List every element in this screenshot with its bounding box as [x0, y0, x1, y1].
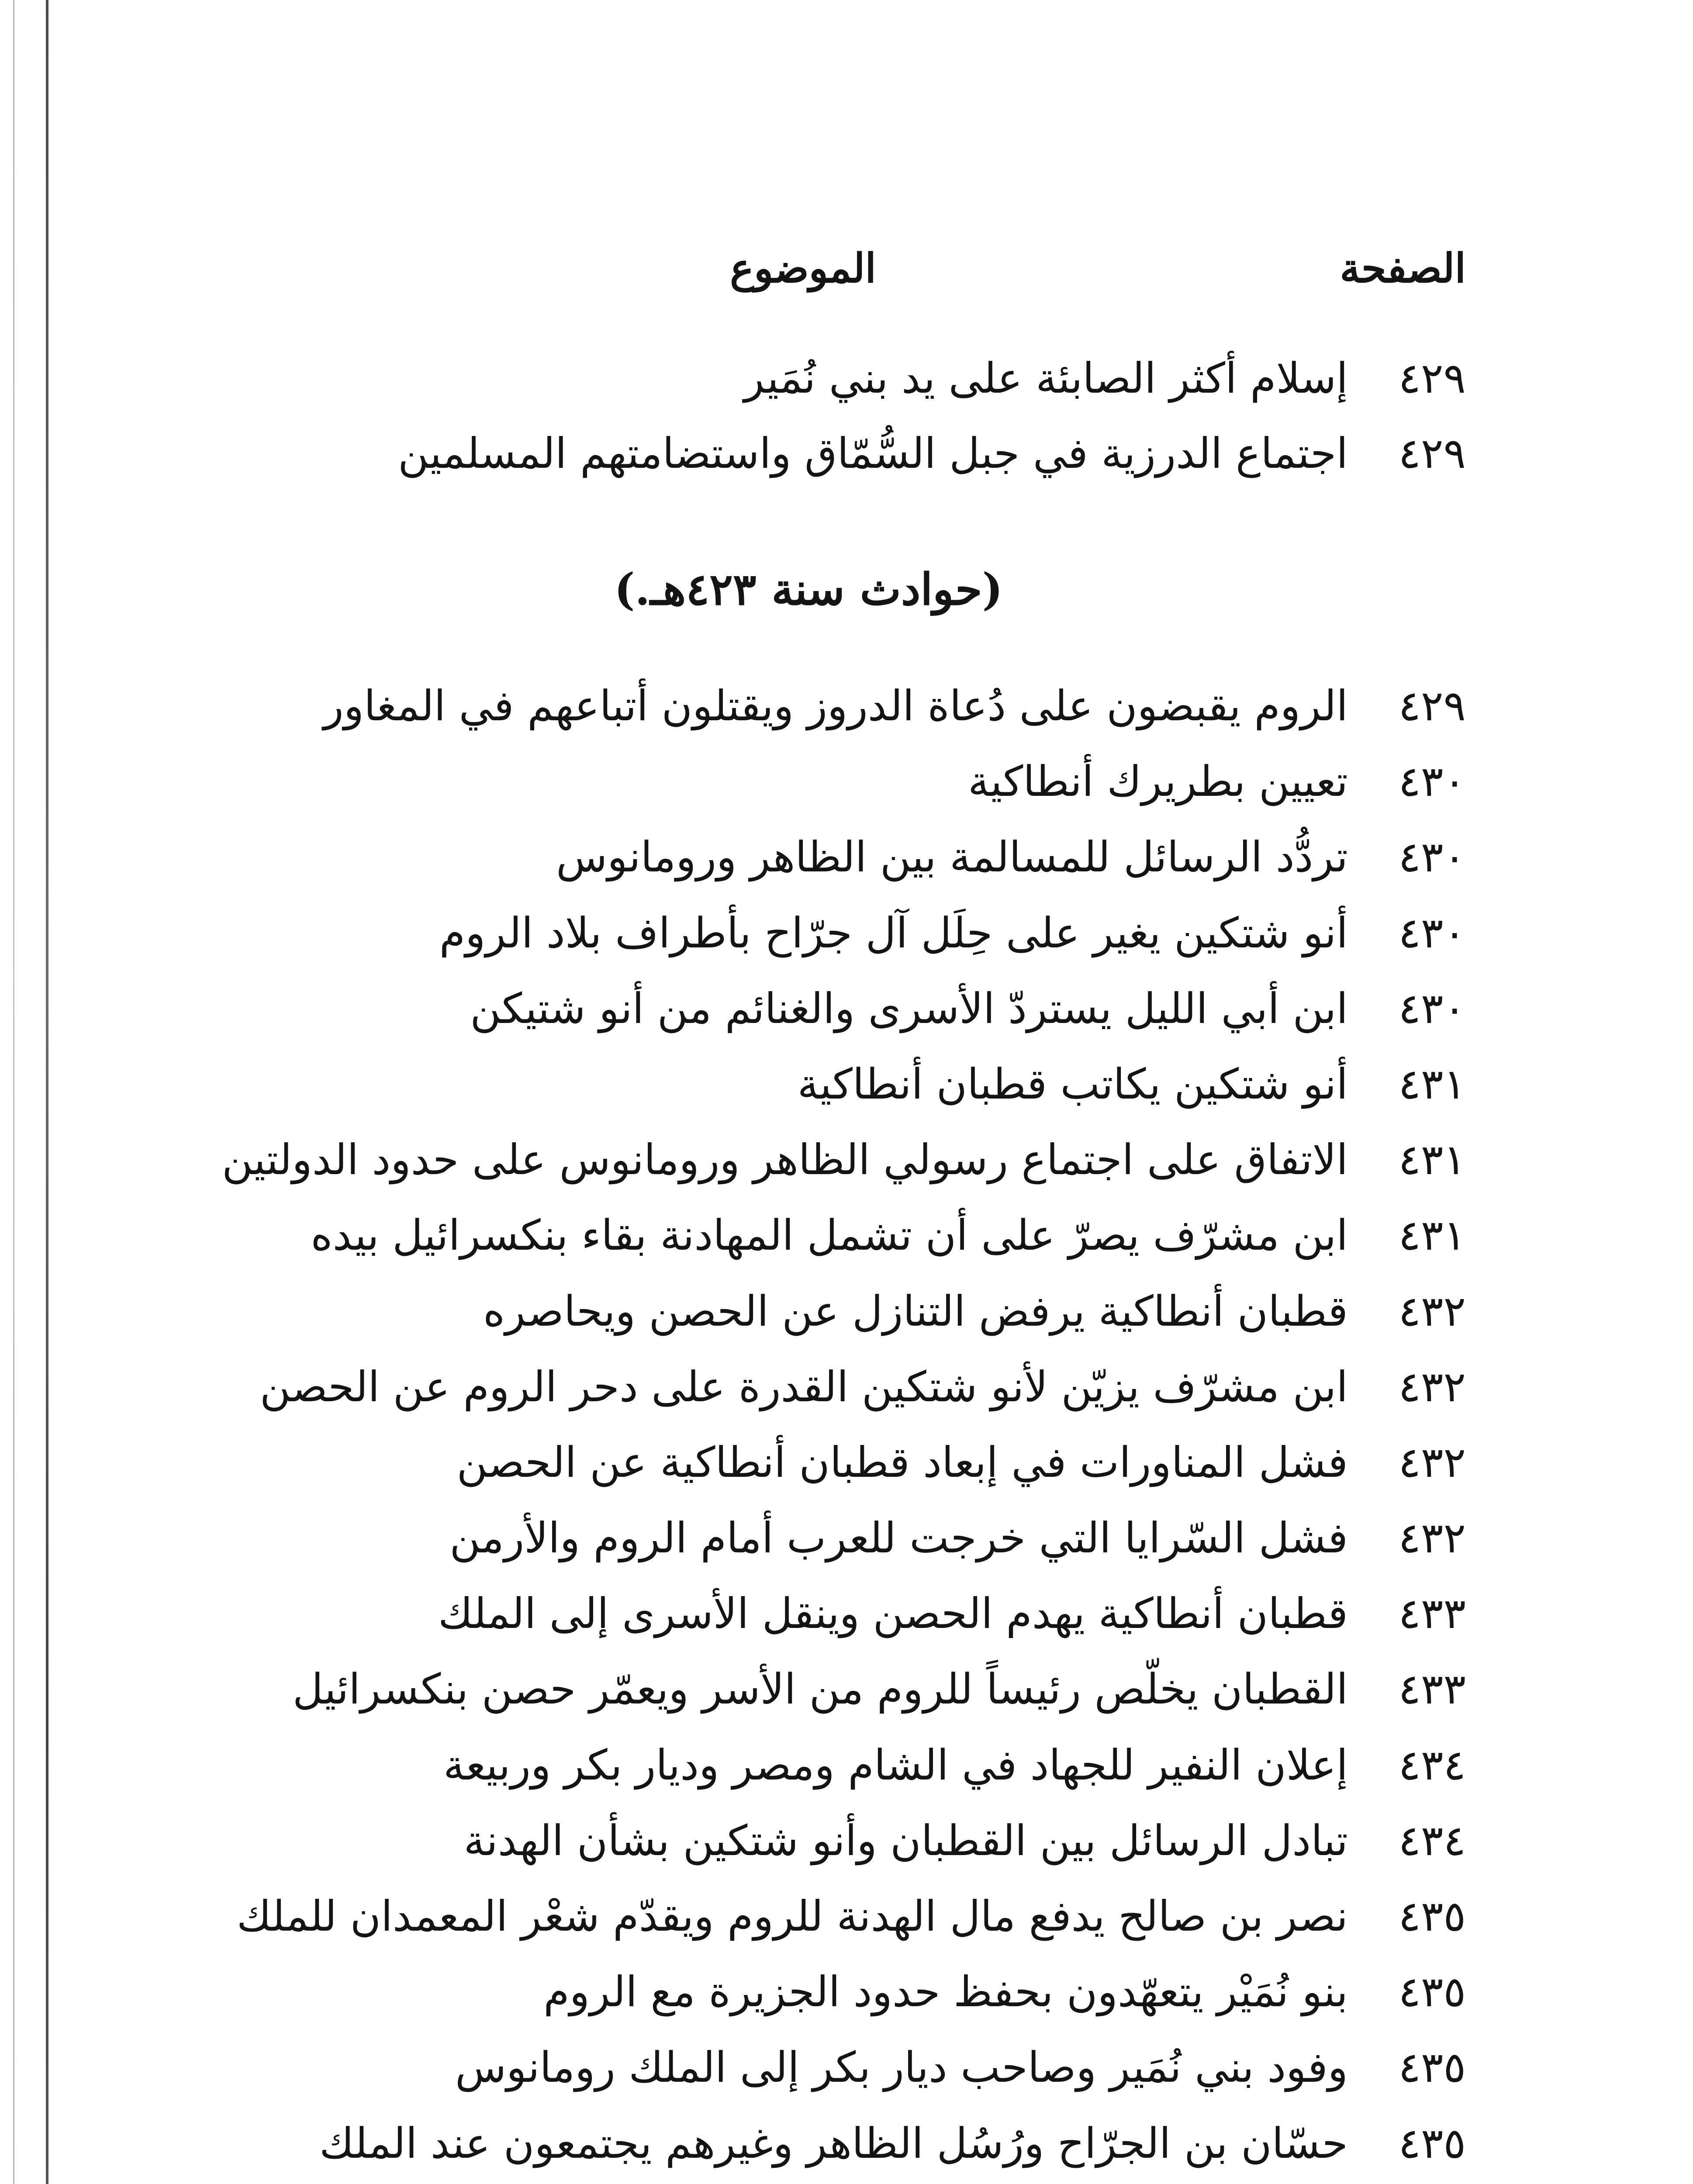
entry-topic: أنو شتكين يكاتب قطبان أنطاكية — [797, 1059, 1348, 1109]
list-item — [68, 1274, 1466, 1349]
entry-page-number: ٤٣٣ — [1398, 1665, 1466, 1714]
entry-topic: قطبان أنطاكية يرفض التنازل عن الحصن ويحاصره — [483, 1286, 1348, 1336]
list-item — [68, 895, 1466, 971]
entry-page-number: ٤٣١ — [1398, 1135, 1466, 1185]
entry-page-number: ٤٣٢ — [1398, 1514, 1466, 1563]
list-item — [68, 2030, 1466, 2105]
list-item — [68, 1349, 1466, 1425]
list-item — [68, 744, 1466, 819]
entry-page-number: ٤٣٢ — [1398, 1286, 1466, 1336]
list-item — [68, 1728, 1466, 1803]
list-item — [68, 1879, 1466, 1954]
entry-page-number: ٤٢٩ — [1398, 681, 1466, 730]
entry-topic: أنو شتكين يغير على حِلَل آل جرّاح بأطراف بلاد الروم — [439, 908, 1348, 957]
list-item — [68, 668, 1466, 744]
list-item — [68, 1425, 1466, 1500]
list-item — [68, 1652, 1466, 1727]
entry-page-number: ٤٣٠ — [1398, 757, 1466, 806]
entry-topic: ابن مشرّف يصرّ على أن تشمل المهادنة بقاء بنكسرائيل بيده — [311, 1211, 1348, 1260]
entry-page-number: ٤٣٣ — [1398, 1589, 1466, 1638]
index-list-top — [68, 341, 1466, 491]
index-list — [68, 668, 1466, 2184]
entry-topic: فشل المناورات في إبعاد قطبان أنطاكية عن الحصن — [456, 1438, 1348, 1487]
entry-topic: الروم يقبضون على دُعاة الدروز ويقتلون أتباعهم في المغاور — [323, 681, 1348, 730]
section-heading: (حوادث سنة ٤٢٣هـ.) — [614, 563, 1003, 615]
entry-page-number: ٤٣١ — [1398, 1211, 1466, 1260]
entry-page-number: ٤٢٩ — [1398, 354, 1466, 403]
list-item — [68, 971, 1466, 1047]
list-item — [68, 341, 1466, 416]
column-headers — [199, 245, 1466, 310]
entry-page-number: ٤٣٠ — [1398, 833, 1466, 882]
entry-page-number: ٤٣٠ — [1398, 984, 1466, 1033]
entry-topic: بنو نُمَيْر يتعهّدون بحفظ حدود الجزيرة مع الروم — [543, 1967, 1348, 2017]
list-item — [68, 2181, 1466, 2184]
list-item — [68, 1576, 1466, 1652]
entry-topic: فشل السّرايا التي خرجت للعرب أمام الروم والأرمن — [449, 1514, 1348, 1563]
list-item — [68, 1500, 1466, 1576]
list-item — [68, 416, 1466, 491]
entry-page-number: ٤٣٤ — [1398, 1816, 1466, 1865]
list-item — [68, 2106, 1466, 2181]
entry-topic: إعلان النفير للجهاد في الشام ومصر وديار بكر وربيعة — [443, 1740, 1348, 1790]
entry-page-number: ٤٣٥ — [1398, 1967, 1466, 2017]
entry-topic: ابن أبي الليل يستردّ الأسرى والغنائم من أنو شتيكن — [470, 984, 1348, 1033]
entry-page-number: ٤٣٢ — [1398, 1438, 1466, 1487]
entry-topic: القطبان يخلّص رئيساً للروم من الأسر ويعمّر حصن بنكسرائيل — [292, 1665, 1348, 1714]
entry-topic: اجتماع الدرزية في جبل السُّمّاق واستضامتهم المسلمين — [398, 429, 1348, 478]
topic-column-header: الموضوع — [730, 245, 876, 292]
entry-topic: الاتفاق على اجتماع رسولي الظاهر ورومانوس على حدود الدولتين — [222, 1135, 1348, 1185]
list-item — [68, 1198, 1466, 1273]
entry-topic: إسلام أكثر الصابئة على يد بني نُمَير — [744, 354, 1348, 403]
entry-page-number: ٤٣٥ — [1398, 2043, 1466, 2092]
entry-topic: نصر بن صالح يدفع مال الهدنة للروم ويقدّم شعْر المعمدان للملك — [236, 1892, 1348, 1941]
entry-page-number: ٤٢٩ — [1398, 429, 1466, 478]
list-item — [68, 1954, 1466, 2030]
entry-topic: وفود بني نُمَير وصاحب ديار بكر إلى الملك رومانوس — [455, 2043, 1348, 2092]
page-column-header: الصفحة — [1340, 245, 1466, 292]
entry-page-number: ٤٣٢ — [1398, 1362, 1466, 1411]
entry-topic: قطبان أنطاكية يهدم الحصن وينقل الأسرى إلى الملك — [438, 1589, 1348, 1638]
list-item — [68, 819, 1466, 895]
entry-page-number: ٤٣٤ — [1398, 1740, 1466, 1790]
entry-topic — [601, 2181, 1348, 2184]
entry-page-number: ٤٣٥ — [1398, 1892, 1466, 1941]
entry-page-number: ٤٣٠ — [1398, 908, 1466, 957]
list-item — [68, 1803, 1466, 1879]
binding-edge-line — [46, 0, 48, 2184]
entry-topic: تعيين بطريرك أنطاكية — [968, 757, 1348, 806]
list-item — [68, 1047, 1466, 1122]
entry-topic: ابن مشرّف يزيّن لأنو شتكين القدرة على دحر الروم عن الحصن — [259, 1362, 1348, 1411]
entry-topic: تبادل الرسائل بين القطبان وأنو شتكين بشأن الهدنة — [463, 1816, 1348, 1865]
entry-topic: تردُّد الرسائل للمسالمة بين الظاهر ورومانوس — [556, 833, 1348, 882]
entry-page-number — [1379, 2181, 1466, 2184]
scan-edge-line — [13, 0, 14, 2184]
entry-topic: حسّان بن الجرّاح ورُسُل الظاهر وغيرهم يجتمعون عند الملك — [319, 2118, 1348, 2168]
entry-page-number: ٤٣١ — [1398, 1059, 1466, 1109]
list-item — [68, 1122, 1466, 1198]
entry-page-number: ٤٣٥ — [1398, 2118, 1466, 2168]
